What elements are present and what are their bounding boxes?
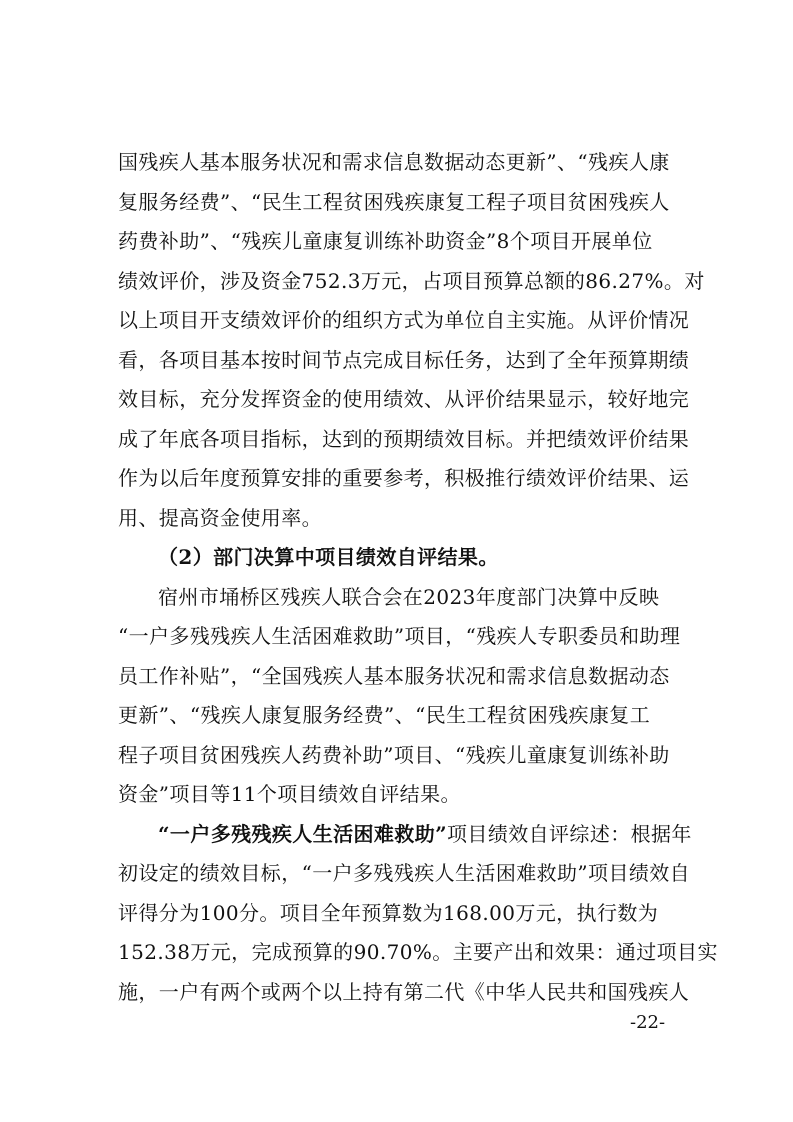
- text-line: 用、提高资金使用率。: [118, 505, 322, 530]
- text-line: 更新”、“残疾人康复服务经费”、“民生工程贫困残疾康复工: [118, 703, 651, 727]
- page-number: -22-: [630, 1012, 666, 1033]
- text-line: 成了年底各项目指标，达到的预期绩效目标。并把绩效评价结果: [118, 426, 690, 451]
- text-line: 国残疾人基本服务状况和需求信息数据动态更新”、“残疾人康: [118, 150, 670, 174]
- text-line: 效目标，充分发挥资金的使用绩效、从评价结果显示，较好地完: [118, 387, 690, 411]
- text-line: 作为以后年度预算安排的重要参考，积极推行绩效评价结果、运: [118, 466, 690, 490]
- document-body: [118, 143, 718, 1012]
- project-name-bold: “一户多残残疾人生活困难救助”: [158, 821, 448, 846]
- paragraph-project-review: [118, 815, 718, 1013]
- text-line: 绩效评价，涉及资金752.3万元，占项目预算总额的86.27%。对: [118, 268, 705, 293]
- section-heading: （2）部门决算中项目绩效自评结果。: [158, 545, 499, 569]
- text-line: 施，一户有两个或两个以上持有第二代《中华人民共和国残疾人: [118, 979, 690, 1004]
- text-line: 初设定的绩效目标，“一户多残残疾人生活困难救助”项目绩效自: [118, 861, 691, 885]
- text-line: 药费补助”、“残疾儿童康复训练补助资金”8个项目开展单位: [118, 229, 653, 253]
- text-line: 152.38万元，完成预算的90.70%。主要产出和效果：通过项目实: [118, 940, 718, 964]
- text-line: 看，各项目基本按时间节点完成目标任务，达到了全年预算期绩: [118, 347, 690, 372]
- text-line: 宿州市埇桥区残疾人联合会在2023年度部门决算中反映: [158, 584, 660, 609]
- text-line: 以上项目开支绩效评价的组织方式为单位自主实施。从评价情况: [118, 308, 690, 332]
- text-line: 资金”项目等11个项目绩效自评结果。: [118, 782, 461, 806]
- paragraph-continued: [118, 143, 705, 538]
- text-line: 评得分为100分。项目全年预算数为168.00万元，执行数为: [118, 900, 659, 925]
- text-segment: 项目绩效自评综述：根据年: [447, 821, 692, 846]
- text-line: [118, 815, 696, 855]
- text-line: “一户多残残疾人生活困难救助”项目，“残疾人专职委员和助理: [118, 624, 681, 648]
- text-line: 程子项目贫困残疾人药费补助”项目、“残疾儿童康复训练补助: [118, 742, 670, 767]
- paragraph-self-evaluation-summary: [118, 578, 696, 815]
- text-line: 员工作补贴”，“全国残疾人基本服务状况和需求信息数据动态: [118, 663, 670, 688]
- text-line: 复服务经费”、“民生工程贫困残疾康复工程子项目贫困残疾人: [118, 189, 670, 214]
